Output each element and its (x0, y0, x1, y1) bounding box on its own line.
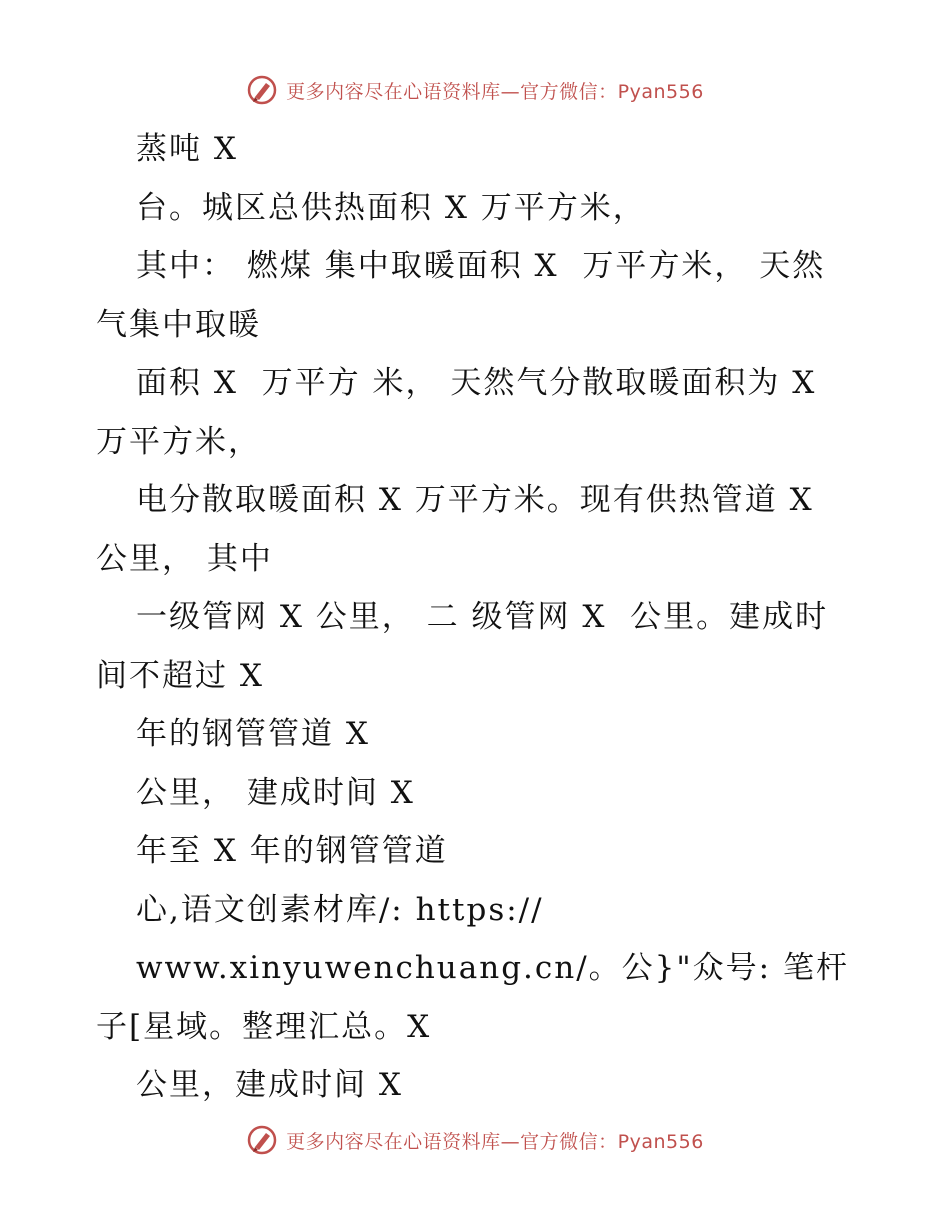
pen-logo-icon (246, 1124, 278, 1156)
document-body (96, 120, 856, 1115)
paragraph: 公里，建成时间 X (136, 1067, 403, 1103)
paragraph: 其中： 燃煤 集中取暖面积 X 万平方米， 天然气集中取暖 (96, 248, 826, 343)
paragraph: www.xinyuwenchuang.cn/。公}"众号: 笔杆子[星域。整理汇总。X (96, 950, 849, 1045)
paragraph: 蒸吨 X (136, 131, 238, 167)
watermark-text: 更多内容尽在心语资料库—官方微信：Pyan556 (286, 1130, 704, 1153)
paragraph: 心,语文创素材库/: https:// (136, 891, 544, 928)
paragraph: 台。城区总供热面积 X 万平方米， (136, 189, 646, 226)
paragraph: 面积 X 万平方 米， 天然气分散取暖面积为 X 万平方米， (96, 365, 829, 460)
paragraph: 公里， 建成时间 X (136, 774, 415, 811)
header-watermark (0, 70, 950, 110)
paragraph: 一级管网 X 公里， 二 级管网 X 公里。建成时间不超过 X (96, 599, 829, 694)
paragraph: 电分散取暖面积 X 万平方米。现有供热管道 X 公里， 其中 (96, 482, 826, 577)
footer-watermark (0, 1120, 950, 1160)
paragraph: 年至 X 年的钢管管道 (136, 833, 448, 869)
pen-logo-icon (246, 74, 278, 106)
paragraph: 年的钢管管道 X (136, 716, 370, 752)
watermark-text: 更多内容尽在心语资料库—官方微信：Pyan556 (286, 80, 704, 103)
